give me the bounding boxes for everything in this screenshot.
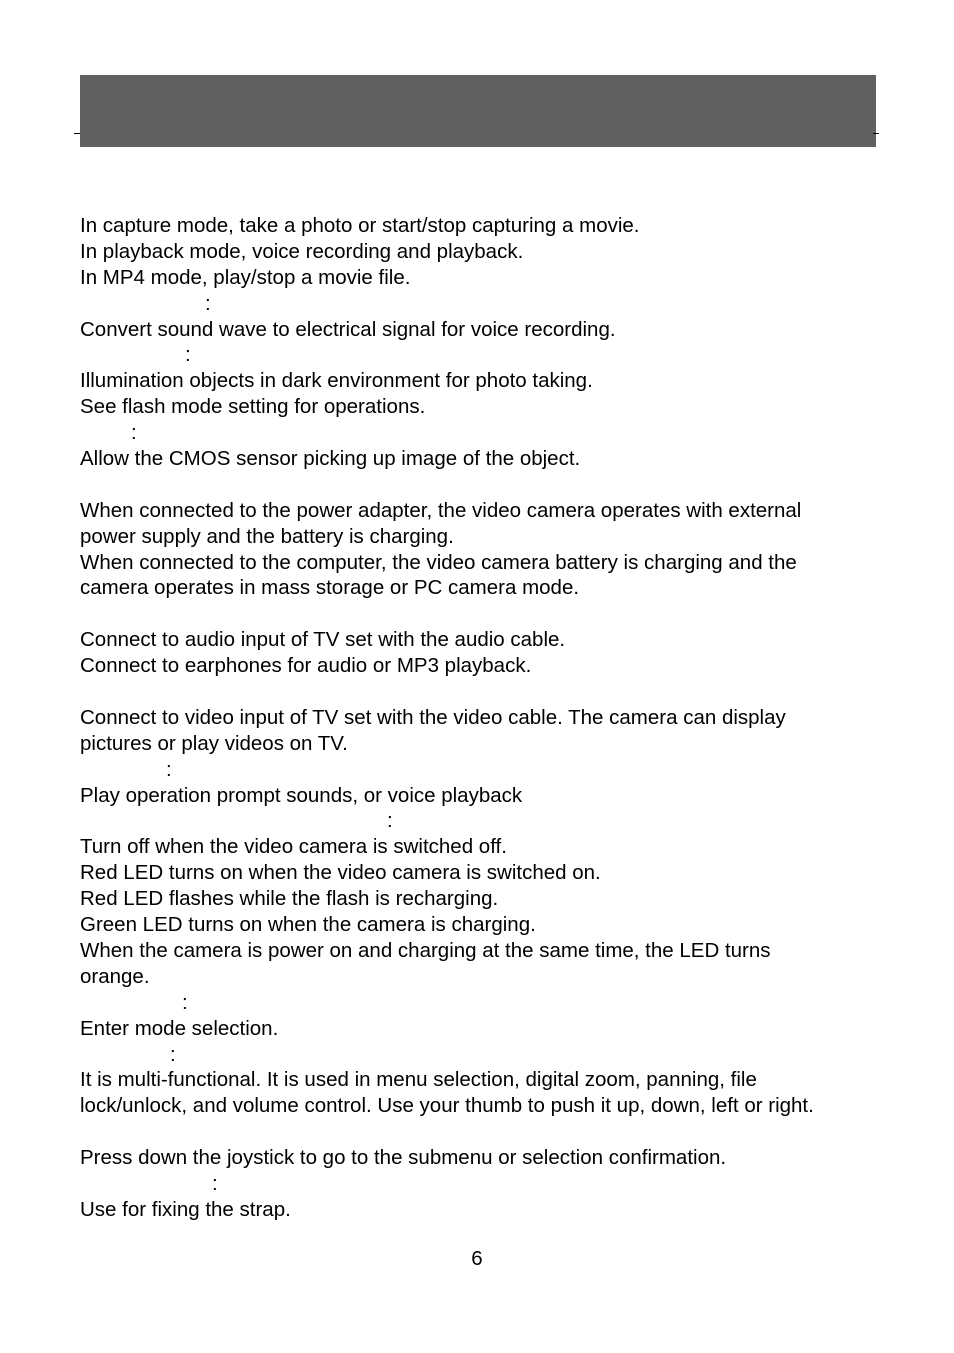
text-line: Connect to earphones for audio or MP3 playback. — [80, 654, 532, 678]
text-line: Illumination objects in dark environment for photo taking. — [80, 369, 593, 393]
colon: : — [205, 291, 211, 315]
text-line: Red LED turns on when the video camera is switched on. — [80, 861, 601, 885]
text-line: camera operates in mass storage or PC camera mode. — [80, 576, 580, 600]
text-line: In capture mode, take a photo or start/stop capturing a movie. — [80, 214, 640, 237]
label-colon — [80, 342, 880, 368]
text-line: Green LED turns on when the camera is charging. — [80, 913, 536, 937]
text-line: Connect to video input of TV set with the video cable. The camera can display — [80, 705, 786, 729]
text-line: pictures or play videos on TV. — [80, 731, 348, 755]
text-line: Convert sound wave to electrical signal for voice recording. — [80, 317, 616, 341]
blank-line — [80, 679, 880, 705]
text-line: See flash mode setting for operations. — [80, 395, 426, 419]
text-line: When the camera is power on and charging at the same time, the LED turns — [80, 938, 771, 962]
colon: : — [212, 1171, 218, 1195]
label-colon — [80, 808, 880, 834]
text-line: In playback mode, voice recording and playback. — [80, 239, 524, 263]
colon: : — [170, 1042, 176, 1066]
text-line: It is multi-functional. It is used in menu selection, digital zoom, panning, file — [80, 1068, 757, 1092]
text-line: power supply and the battery is charging. — [80, 524, 454, 548]
text-line: Play operation prompt sounds, or voice playback — [80, 783, 523, 807]
text-line: Turn off when the video camera is switched off. — [80, 835, 507, 859]
text-line: orange. — [80, 964, 150, 988]
section-header-bar — [80, 75, 876, 147]
page-number: 6 — [471, 1247, 483, 1270]
label-colon — [80, 990, 880, 1016]
label-colon — [80, 1042, 880, 1068]
colon: : — [185, 343, 191, 367]
label-colon — [80, 420, 880, 446]
text-line: lock/unlock, and volume control. Use your thumb to push it up, down, left or right. — [80, 1094, 814, 1118]
text-line: Red LED flashes while the flash is recharging. — [80, 887, 499, 911]
label-colon — [80, 291, 880, 317]
colon: : — [166, 757, 172, 781]
blank-line — [80, 472, 880, 498]
text-line: When connected to the power adapter, the video camera operates with external — [80, 498, 802, 522]
blank-line — [80, 601, 880, 627]
label-colon — [80, 1171, 880, 1197]
body-text — [80, 213, 880, 1223]
text-line: Connect to audio input of TV set with the audio cable. — [80, 628, 566, 652]
colon: : — [387, 809, 393, 833]
colon: : — [131, 421, 137, 445]
text-line: Enter mode selection. — [80, 1016, 279, 1040]
label-colon — [80, 757, 880, 783]
text-line: In MP4 mode, play/stop a movie file. — [80, 265, 411, 289]
text-line: Press down the joystick to go to the submenu or selection confirmation. — [80, 1146, 727, 1170]
text-line: Allow the CMOS sensor picking up image of the object. — [80, 447, 581, 471]
text-line: Use for fixing the strap. — [80, 1197, 291, 1221]
header-rule-right — [873, 133, 879, 134]
blank-line — [80, 1119, 880, 1145]
header-rule-left — [74, 133, 80, 134]
text-line: When connected to the computer, the video camera battery is charging and the — [80, 550, 797, 574]
colon: : — [182, 990, 188, 1014]
